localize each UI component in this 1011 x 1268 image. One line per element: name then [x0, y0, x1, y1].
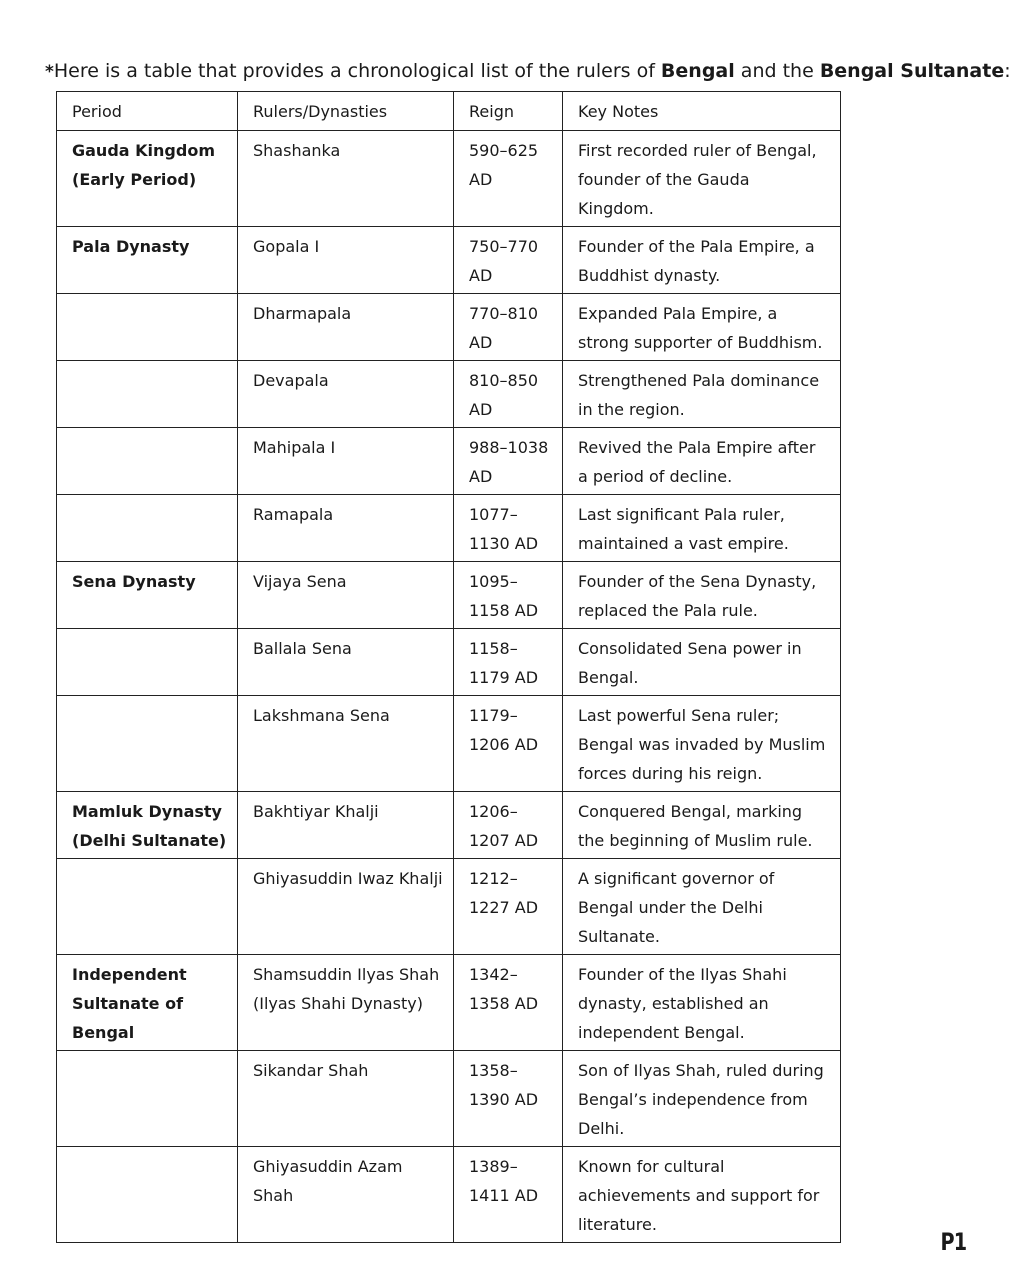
- period-cell: Pala Dynasty: [57, 227, 238, 294]
- reign-cell: 1212–1227 AD: [454, 859, 563, 955]
- period-cell: [57, 1051, 238, 1147]
- table-row: [57, 428, 841, 495]
- notes-cell: Consolidated Sena power in Bengal.: [563, 629, 841, 696]
- period-cell: Sena Dynasty: [57, 562, 238, 629]
- reign-cell: 1206–1207 AD: [454, 792, 563, 859]
- period-cell: [57, 294, 238, 361]
- reign-cell: 590–625 AD: [454, 131, 563, 227]
- ruler-cell: Lakshmana Sena: [238, 696, 454, 792]
- period-cell: Gauda Kingdom (Early Period): [57, 131, 238, 227]
- notes-cell: Founder of the Pala Empire, a Buddhist dynasty.: [563, 227, 841, 294]
- ruler-cell: Gopala I: [238, 227, 454, 294]
- period-cell: [57, 859, 238, 955]
- table-row: [57, 1147, 841, 1243]
- ruler-cell: Dharmapala: [238, 294, 454, 361]
- period-cell: [57, 1147, 238, 1243]
- reign-cell: 750–770 AD: [454, 227, 563, 294]
- header-key-notes: Key Notes: [563, 92, 841, 131]
- notes-cell: First recorded ruler of Bengal, founder of the Gauda Kingdom.: [563, 131, 841, 227]
- intro-text-part-1: Here is a table that provides a chronological list of the rulers of: [53, 60, 661, 82]
- intro-text-part-2: and the: [734, 60, 820, 82]
- period-cell: Independent Sultanate of Bengal: [57, 955, 238, 1051]
- intro-bold-bengal-sultanate: Bengal Sultanate: [819, 60, 1005, 82]
- intro-text: [45, 58, 1011, 85]
- table-body: [57, 131, 841, 1243]
- period-cell: [57, 629, 238, 696]
- table-row: [57, 629, 841, 696]
- ruler-cell: Bakhtiyar Khalji: [238, 792, 454, 859]
- notes-cell: Revived the Pala Empire after a period of decline.: [563, 428, 841, 495]
- header-rulers: Rulers/Dynasties: [238, 92, 454, 131]
- reign-cell: 988–1038 AD: [454, 428, 563, 495]
- header-reign: Reign: [454, 92, 563, 131]
- ruler-cell: Ghiyasuddin Iwaz Khalji: [238, 859, 454, 955]
- ruler-cell: Ramapala: [238, 495, 454, 562]
- table-row: [57, 361, 841, 428]
- header-period: Period: [57, 92, 238, 131]
- table-row: [57, 495, 841, 562]
- ruler-cell: Vijaya Sena: [238, 562, 454, 629]
- ruler-cell: Ghiyasuddin Azam Shah: [238, 1147, 454, 1243]
- table-row: [57, 955, 841, 1051]
- reign-cell: 1179–1206 AD: [454, 696, 563, 792]
- reign-cell: 1077–1130 AD: [454, 495, 563, 562]
- page-number: P1: [940, 1228, 966, 1256]
- notes-cell: A significant governor of Bengal under the Delhi Sultanate.: [563, 859, 841, 955]
- table-row: [57, 792, 841, 859]
- table-header-row: [57, 92, 841, 131]
- ruler-cell: Shamsuddin Ilyas Shah (Ilyas Shahi Dynasty): [238, 955, 454, 1051]
- notes-cell: Son of Ilyas Shah, ruled during Bengal’s independence from Delhi.: [563, 1051, 841, 1147]
- ruler-cell: Devapala: [238, 361, 454, 428]
- ruler-cell: Ballala Sena: [238, 629, 454, 696]
- table-row: [57, 294, 841, 361]
- reign-cell: 1158–1179 AD: [454, 629, 563, 696]
- intro-text-part-3: :: [1004, 60, 1011, 82]
- ruler-cell: Shashanka: [238, 131, 454, 227]
- reign-cell: 1342–1358 AD: [454, 955, 563, 1051]
- period-cell: Mamluk Dynasty (Delhi Sultanate): [57, 792, 238, 859]
- table-row: [57, 696, 841, 792]
- reign-cell: 770–810 AD: [454, 294, 563, 361]
- reign-cell: 1358–1390 AD: [454, 1051, 563, 1147]
- table-row: [57, 859, 841, 955]
- notes-cell: Last powerful Sena ruler; Bengal was invaded by Muslim forces during his reign.: [563, 696, 841, 792]
- reign-cell: 810–850 AD: [454, 361, 563, 428]
- ruler-cell: Mahipala I: [238, 428, 454, 495]
- reign-cell: 1095–1158 AD: [454, 562, 563, 629]
- notes-cell: Expanded Pala Empire, a strong supporter of Buddhism.: [563, 294, 841, 361]
- ruler-cell: Sikandar Shah: [238, 1051, 454, 1147]
- rulers-table: [56, 91, 841, 1243]
- notes-cell: Founder of the Sena Dynasty, replaced the Pala rule.: [563, 562, 841, 629]
- table-row: [57, 227, 841, 294]
- table-row: [57, 562, 841, 629]
- notes-cell: Last significant Pala ruler, maintained a vast empire.: [563, 495, 841, 562]
- notes-cell: Strengthened Pala dominance in the region.: [563, 361, 841, 428]
- table-row: [57, 1051, 841, 1147]
- table-row: [57, 131, 841, 227]
- notes-cell: Founder of the Ilyas Shahi dynasty, established an independent Bengal.: [563, 955, 841, 1051]
- period-cell: [57, 495, 238, 562]
- reign-cell: 1389–1411 AD: [454, 1147, 563, 1243]
- notes-cell: Conquered Bengal, marking the beginning of Muslim rule.: [563, 792, 841, 859]
- bullet-marker: *: [45, 62, 54, 82]
- period-cell: [57, 696, 238, 792]
- notes-cell: Known for cultural achievements and support for literature.: [563, 1147, 841, 1243]
- period-cell: [57, 361, 238, 428]
- intro-bold-bengal: Bengal: [660, 60, 735, 82]
- period-cell: [57, 428, 238, 495]
